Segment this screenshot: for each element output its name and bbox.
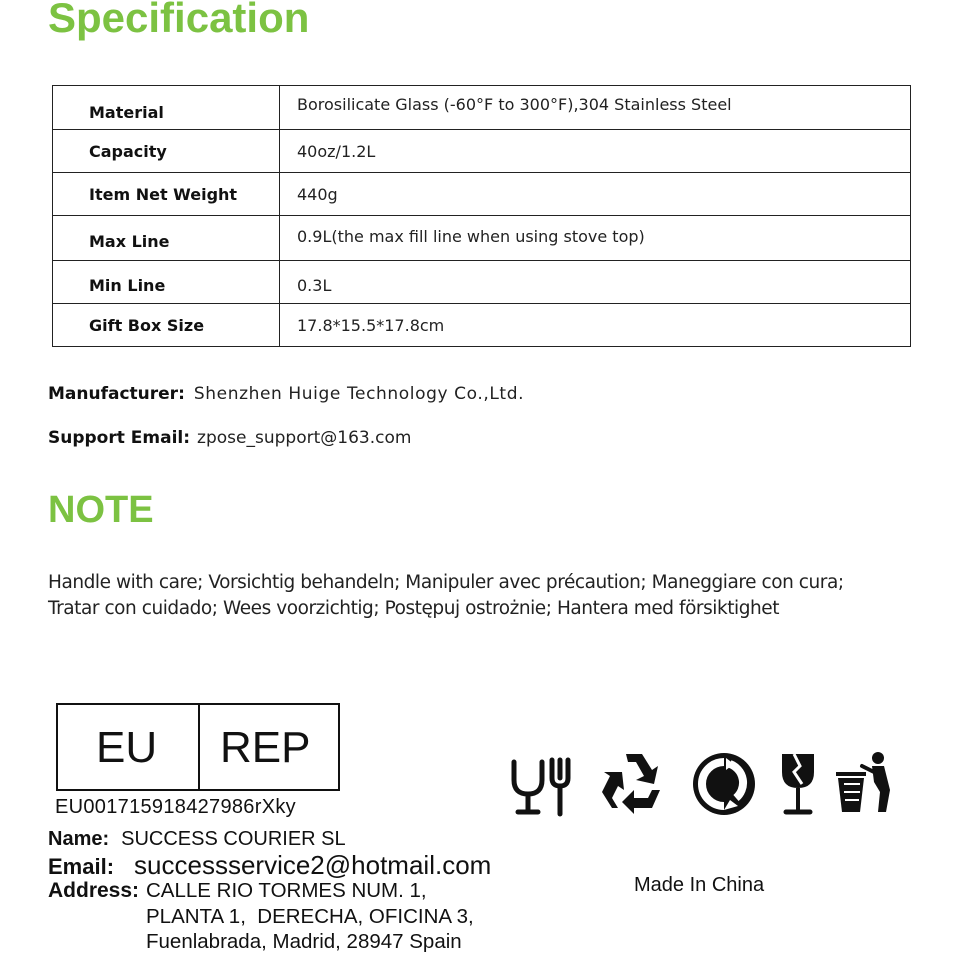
spec-value-material: Borosilicate Glass (-60°F to 300°F),304 Stainless Steel [280,86,911,130]
support-email-line [48,428,411,448]
note-text [48,570,928,622]
specification-table [52,85,911,347]
eu-rep-box-eu: EU [58,705,200,789]
table-row [53,130,911,173]
eu-rep-box-rep: REP [220,723,311,772]
rep-name-value: SUCCESS COURIER SL [121,828,346,850]
food-safe-icon [508,750,574,818]
rep-email-line [48,850,491,881]
spec-label-min-line: Min Line [53,261,280,304]
rep-email-label: Email: [48,854,115,879]
spec-value-gift-box: 17.8*15.5*17.8cm [280,304,911,347]
spec-label-capacity: Capacity [53,130,280,173]
manufacturer-value: Shenzhen Huige Technology Co.,Ltd. [193,384,525,404]
spec-label-material: Material [53,86,280,130]
rep-email-value: successservice2@hotmail.com [134,850,492,880]
manufacturer-line [48,384,524,404]
spec-label-gift-box: Gift Box Size [53,304,280,347]
fragile-icon [778,750,818,818]
note-line: Tratar con cuidado; Wees voorzichtig; Postępuj ostrożnie; Hantera med försiktighet [48,598,780,619]
rep-address-line-1: CALLE RIO TORMES NUM. 1, [146,879,427,902]
rep-address-line [48,879,139,903]
note-line: Handle with care; Vorsichtig behandeln; Manipuler avec précaution; Maneggiare con cura; [48,572,844,593]
rep-name-line [48,828,346,851]
trash-bin-icon [832,750,896,818]
rep-address-line-2: PLANTA 1, DERECHA, OFICINA 3, [146,905,474,928]
spec-value-weight: 440g [280,173,911,216]
rep-name-label: Name: [48,828,110,850]
support-email-value: zpose_support@163.com [197,428,412,448]
table-row [53,216,911,261]
spec-value-min-line: 0.3L [280,261,911,304]
table-row [53,86,911,130]
eu-rep-box [56,703,340,791]
support-email-label: Support Email: [48,428,191,448]
spec-label-max-line: Max Line [53,216,280,261]
recycle-icon [598,750,670,818]
note-heading: NOTE [48,489,154,531]
manufacturer-label: Manufacturer: [48,384,185,404]
rep-address-label: Address: [48,879,140,902]
table-row [53,261,911,304]
specification-heading: Specification [48,0,310,41]
table-row [53,304,911,347]
made-in-china: Made In China [634,874,765,896]
spec-value-capacity: 40oz/1.2L [280,130,911,173]
spec-label-weight: Item Net Weight [53,173,280,216]
eu-rep-code: EU001715918427986rXky [55,796,296,818]
green-dot-icon [690,750,758,818]
rep-address-line-3: Fuenlabrada, Madrid, 28947 Spain [146,930,462,953]
spec-value-max-line: 0.9L(the max fill line when using stove top) [280,216,911,261]
table-row [53,173,911,216]
